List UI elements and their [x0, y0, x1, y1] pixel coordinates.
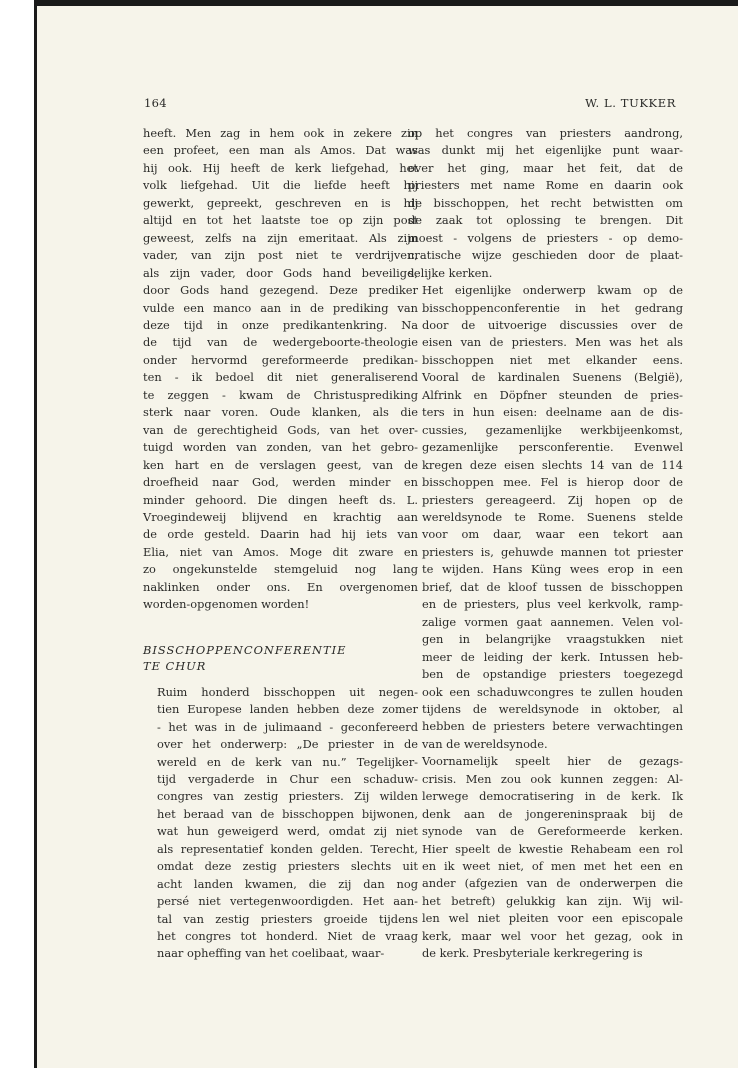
text-line: ander (afgezien van de onderwerpen die — [422, 876, 683, 891]
text-line: Alfrink en Döpfner steunden de pries- — [422, 387, 683, 402]
text-line: bisschoppenconferentie in het gedrang — [422, 300, 683, 315]
text-line: over het ging, maar het feit, dat de — [408, 160, 683, 175]
text-line: door Gods hand gezegend. Deze prediker — [143, 283, 418, 298]
text-line: meer de leiding der kerk. Intussen heb- — [422, 649, 683, 664]
text-line: worden-opgenomen worden! — [143, 597, 310, 612]
text-line: door de uitvoerige discussies over de — [422, 317, 683, 332]
text-line: voor om daar, waar een tekort aan — [422, 527, 683, 542]
right-column — [408, 125, 683, 963]
text-line: droefheid naar God, werden minder en — [143, 475, 418, 490]
text-line: tijdens de wereldsynode in oktober, al — [422, 701, 683, 716]
text-line: synode van de Gereformeerde kerken. — [422, 824, 683, 839]
text-line: en ik weet niet, of men met het een en — [422, 859, 683, 874]
text-line: het beraad van de bisschoppen bijwonen, — [157, 806, 418, 821]
text-line: minder gehoord. Die dingen heeft ds. L. — [143, 492, 418, 507]
text-line: naklinken onder ons. En overgenomen — [143, 579, 418, 594]
text-line: geweest, zelfs na zijn emeritaat. Als zijn — [143, 230, 418, 245]
text-line: ters in hun eisen: deelname aan de dis- — [422, 405, 683, 420]
text-line: selijke kerken. — [408, 265, 493, 280]
text-line: volk liefgehad. Uit die liefde heeft hij — [143, 178, 418, 193]
text-line: op het congres van priesters aandrong, — [408, 126, 683, 140]
text-line: hij ook. Hij heeft de kerk liefgehad, het — [143, 160, 418, 175]
text-line: als representatief konden gelden. Terecht, — [157, 841, 418, 856]
text-line: de zaak tot oplossing te brengen. Dit — [408, 213, 683, 228]
text-line: cratische wijze geschieden door de plaat- — [408, 248, 683, 263]
running-head-author: W. L. TUKKER — [585, 96, 676, 110]
text-line: hebben de priesters betere verwachtingen — [422, 719, 683, 734]
section-heading-line-1: BISSCHOPPENCONFERENTIE — [143, 642, 347, 657]
text-line: acht landen kwamen, die zij dan nog — [157, 876, 418, 891]
text-line: sterk naar voren. Oude klanken, als die — [143, 405, 418, 420]
text-line: eisen van de priesters. Men was het als — [422, 335, 683, 350]
text-line: moest - volgens de priesters - op demo- — [408, 230, 683, 245]
text-line: zo ongekunstelde stemgeluid nog lang — [143, 562, 418, 577]
text-line: congres van zestig priesters. Zij wilden — [157, 789, 418, 804]
text-line: de kerk. Presbyteriale kerkregering is — [422, 946, 643, 961]
left-paragraph-1 — [143, 125, 418, 614]
text-line: crisis. Men zou ook kunnen zeggen: Al- — [422, 771, 683, 786]
text-line: denk aan de jongereninspraak bij de — [422, 806, 683, 821]
text-line: cussies, gezamenlijke werkbijeenkomst, — [422, 422, 683, 437]
text-line: en de priesters, plus veel kerkvolk, ramp- — [422, 597, 683, 612]
text-line: zalige vormen gaat aannemen. Velen vol- — [422, 614, 683, 629]
text-line: een profeet, een man als Amos. Dat was — [143, 143, 418, 158]
section-heading-line-2: TE CHUR — [143, 658, 207, 673]
text-line: wereldsynode te Rome. Suenens stelde — [422, 509, 683, 524]
text-line: de orde gesteld. Daarin had hij iets van — [143, 527, 418, 542]
text-line: gewerkt, gepreekt, geschreven en is hij — [143, 195, 418, 210]
text-line: ook een schaduwcongres te zullen houden — [422, 684, 683, 699]
text-line: tuigd worden van zonden, van het gebro- — [143, 440, 418, 455]
text-line: heeft. Men zag in hem ook in zekere zin — [143, 126, 418, 140]
text-line: onder hervormd gereformeerde predikan- — [143, 352, 418, 367]
left-column — [143, 125, 418, 963]
text-line: van de gerechtigheid Gods, van het over- — [143, 422, 418, 437]
text-line: de tijd van de wedergeboorte-theologie — [143, 335, 418, 350]
text-line: Hier speelt de kwestie Rehabeam een rol — [422, 841, 683, 856]
text-line: Voornamelijk speelt hier de gezags- — [422, 754, 683, 769]
text-line: als zijn vader, door Gods hand beveiligd, — [143, 265, 418, 280]
text-line: ten - ik bedoel dit niet generaliserend — [143, 370, 418, 385]
text-line: persé niet vertegenwoordigden. Het aan- — [157, 894, 418, 909]
text-line: priesters gereageerd. Zij hopen op de — [422, 492, 683, 507]
text-line: altijd en tot het laatste toe op zijn post — [143, 213, 418, 228]
text-line: wereld en de kerk van nu.” Tegelijker- — [157, 754, 418, 769]
text-line: de bisschoppen, het recht betwistten om — [408, 195, 683, 210]
text-line: lerwege democratisering in de kerk. Ik — [422, 789, 683, 804]
right-paragraph-2 — [408, 282, 683, 753]
text-line: wat hun geweigerd werd, omdat zij niet — [157, 824, 418, 839]
text-line: gen in belangrijke vraagstukken niet — [422, 632, 683, 647]
right-paragraph-3 — [408, 753, 683, 962]
text-line: het congres tot honderd. Niet de vraag — [157, 929, 418, 944]
right-paragraph-1 — [408, 125, 683, 282]
text-line: te wijden. Hans Küng wees erop in een — [422, 562, 683, 577]
text-line: Elia, niet van Amos. Moge dit zware en — [143, 544, 418, 559]
text-line: - het was in de julimaand - geconfereerd — [157, 719, 418, 734]
text-line: Ruim honderd bisschoppen uit negen- — [157, 684, 418, 699]
text-line: Vroegindeweij blijvend en krachtig aan — [143, 509, 418, 524]
text-line: tijd vergaderde in Chur een schaduw- — [157, 771, 418, 786]
text-line: priesters met name Rome en daarin ook — [408, 178, 683, 193]
text-line: over het onderwerp: „De priester in de — [157, 737, 418, 752]
text-line: tal van zestig priesters groeide tijdens — [157, 911, 418, 926]
text-line: vulde een manco aan in de prediking van — [143, 300, 418, 315]
left-paragraph-2 — [143, 684, 418, 963]
text-line: priesters is, gehuwde mannen tot priester — [422, 544, 683, 559]
text-line: gezamenlijke persconferentie. Evenwel — [422, 440, 683, 455]
text-line: het betreft) gelukkig kan zijn. Wij wil- — [422, 893, 683, 908]
page-number: 164 — [144, 96, 167, 110]
section-heading — [143, 642, 418, 674]
text-line: vader, van zijn post niet te verdrijven, — [143, 248, 418, 263]
text-line: deze tijd in onze predikantenkring. Na — [143, 317, 418, 332]
text-line: Het eigenlijke onderwerp kwam op de — [422, 283, 683, 298]
text-line: omdat deze zestig priesters slechts uit — [157, 859, 418, 874]
text-line: len wel niet pleiten voor een episcopale — [422, 911, 683, 926]
text-line: Vooral de kardinalen Suenens (België), — [422, 370, 683, 385]
text-line: bisschoppen mee. Fel is hierop door de — [422, 475, 683, 490]
book-page — [37, 6, 738, 1068]
text-line: tien Europese landen hebben deze zomer — [157, 702, 418, 717]
text-line: te zeggen - kwam de Christusprediking — [143, 387, 418, 402]
text-line: naar opheffing van het coelibaat, waar- — [157, 946, 385, 961]
text-line: kerk, maar wel voor het gezag, ook in — [422, 928, 683, 943]
text-line: ken hart en de verslagen geest, van de — [143, 457, 418, 472]
text-line: ben de opstandige priesters toegezegd — [422, 667, 683, 682]
text-line: was dunkt mij het eigenlijke punt waar- — [408, 143, 683, 158]
text-line: brief, dat de kloof tussen de bisschoppen — [422, 579, 683, 594]
text-line: kregen deze eisen slechts 14 van de 114 — [422, 457, 683, 472]
text-line: bisschoppen niet met elkander eens. — [422, 352, 683, 367]
text-line: van de wereldsynode. — [422, 736, 548, 751]
